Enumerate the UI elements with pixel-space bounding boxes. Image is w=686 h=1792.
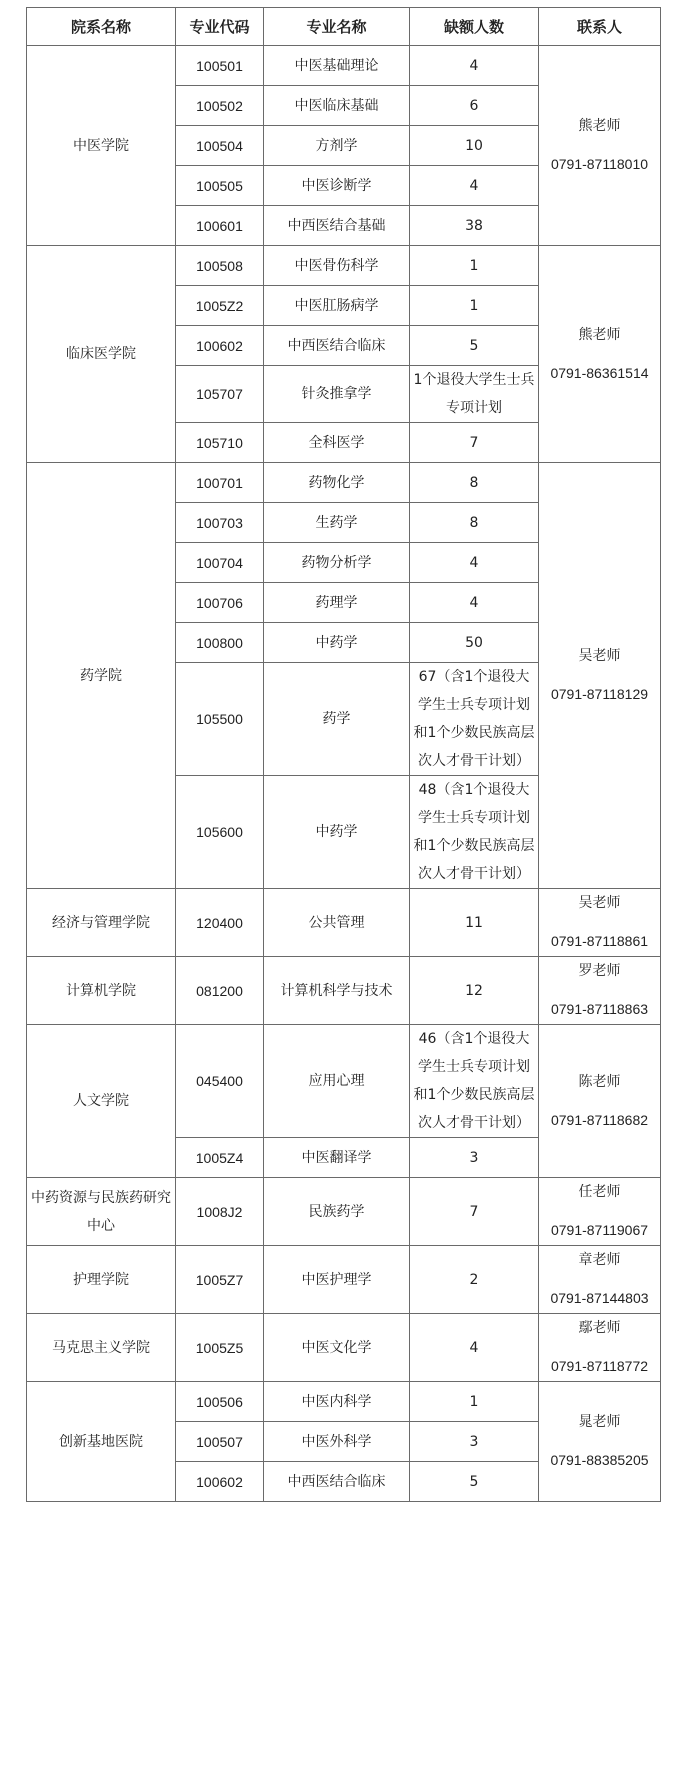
table-row — [27, 1382, 661, 1422]
major-cell: 中西医结合临床 — [264, 326, 410, 366]
header-major: 专业名称 — [264, 8, 410, 46]
contact-cell — [539, 1178, 661, 1246]
contact-name: 晁老师 — [578, 1414, 621, 1430]
count-cell: 67（含1个退役大学生士兵专项计划和1个少数民族高层次人才骨干计划） — [410, 663, 539, 776]
count-cell: 1 — [410, 1382, 539, 1422]
table-body — [27, 46, 661, 1502]
code-cell: 100502 — [176, 86, 264, 126]
count-cell: 5 — [410, 326, 539, 366]
count-cell: 4 — [410, 46, 539, 86]
dept-cell: 临床医学院 — [27, 246, 176, 463]
header-dept: 院系名称 — [27, 8, 176, 46]
count-cell: 7 — [410, 1178, 539, 1246]
major-cell: 中医内科学 — [264, 1382, 410, 1422]
table-row — [27, 1314, 661, 1382]
contact-cell — [539, 463, 661, 889]
count-cell: 12 — [410, 957, 539, 1025]
contact-phone: 0791-87119067 — [550, 1222, 649, 1238]
code-cell: 1005Z5 — [176, 1314, 264, 1382]
count-cell: 7 — [410, 423, 539, 463]
dept-cell: 护理学院 — [27, 1246, 176, 1314]
major-cell: 方剂学 — [264, 126, 410, 166]
contact-phone: 0791-87118772 — [550, 1358, 649, 1374]
contact-name: 任老师 — [578, 1184, 621, 1200]
contact-cell — [539, 1025, 661, 1178]
count-cell: 50 — [410, 623, 539, 663]
major-cell: 公共管理 — [264, 889, 410, 957]
code-cell: 081200 — [176, 957, 264, 1025]
code-cell: 100602 — [176, 1462, 264, 1502]
major-cell: 药物分析学 — [264, 543, 410, 583]
vacancy-table — [26, 7, 661, 1502]
major-cell: 药物化学 — [264, 463, 410, 503]
count-cell: 46（含1个退役大学生士兵专项计划和1个少数民族高层次人才骨干计划） — [410, 1025, 539, 1138]
major-cell: 中医翻译学 — [264, 1138, 410, 1178]
code-cell: 105710 — [176, 423, 264, 463]
count-cell: 4 — [410, 543, 539, 583]
major-cell: 中医护理学 — [264, 1246, 410, 1314]
major-cell: 针灸推拿学 — [264, 366, 410, 423]
header-contact: 联系人 — [539, 8, 661, 46]
major-cell: 中医骨伤科学 — [264, 246, 410, 286]
count-cell: 2 — [410, 1246, 539, 1314]
contact-phone: 0791-86361514 — [550, 364, 649, 381]
code-cell: 045400 — [176, 1025, 264, 1138]
contact-cell — [539, 1314, 661, 1382]
table-row — [27, 889, 661, 957]
count-cell: 3 — [410, 1138, 539, 1178]
count-cell: 38 — [410, 206, 539, 246]
contact-name: 熊老师 — [578, 118, 621, 134]
count-cell: 8 — [410, 503, 539, 543]
code-cell: 100505 — [176, 166, 264, 206]
count-cell: 4 — [410, 1314, 539, 1382]
table-row — [27, 1246, 661, 1314]
header-count: 缺额人数 — [410, 8, 539, 46]
count-cell: 10 — [410, 126, 539, 166]
major-cell: 应用心理 — [264, 1025, 410, 1138]
contact-name: 吴老师 — [578, 895, 621, 911]
code-cell: 105707 — [176, 366, 264, 423]
contact-cell — [539, 46, 661, 246]
major-cell: 药学 — [264, 663, 410, 776]
contact-phone: 0791-87118129 — [550, 686, 649, 702]
code-cell: 1005Z2 — [176, 286, 264, 326]
contact-cell — [539, 1246, 661, 1314]
contact-cell — [539, 957, 661, 1025]
code-cell: 100601 — [176, 206, 264, 246]
major-cell: 药理学 — [264, 583, 410, 623]
major-cell: 中药学 — [264, 623, 410, 663]
count-cell: 1个退役大学生士兵专项计划 — [410, 366, 539, 423]
count-cell: 1 — [410, 286, 539, 326]
major-cell: 中医基础理论 — [264, 46, 410, 86]
contact-name: 吴老师 — [578, 648, 621, 664]
contact-cell — [539, 246, 661, 463]
major-cell: 中西医结合基础 — [264, 206, 410, 246]
table-row — [27, 246, 661, 286]
major-cell: 中医诊断学 — [264, 166, 410, 206]
contact-phone: 0791-87118010 — [550, 156, 649, 172]
table-row — [27, 46, 661, 86]
code-cell: 100506 — [176, 1382, 264, 1422]
count-cell: 4 — [410, 166, 539, 206]
code-cell: 1008J2 — [176, 1178, 264, 1246]
code-cell: 100508 — [176, 246, 264, 286]
code-cell: 100504 — [176, 126, 264, 166]
code-cell: 100501 — [176, 46, 264, 86]
contact-name: 陈老师 — [578, 1073, 621, 1090]
contact-phone: 0791-88385205 — [550, 1452, 649, 1468]
major-cell: 生药学 — [264, 503, 410, 543]
contact-cell — [539, 889, 661, 957]
contact-name: 章老师 — [578, 1252, 621, 1268]
dept-cell: 马克思主义学院 — [27, 1314, 176, 1382]
dept-cell: 创新基地医院 — [27, 1382, 176, 1502]
count-cell: 3 — [410, 1422, 539, 1462]
dept-cell: 中医学院 — [27, 46, 176, 246]
header-code: 专业代码 — [176, 8, 264, 46]
code-cell: 105600 — [176, 776, 264, 889]
dept-cell: 经济与管理学院 — [27, 889, 176, 957]
code-cell: 120400 — [176, 889, 264, 957]
dept-cell: 药学院 — [27, 463, 176, 889]
count-cell: 8 — [410, 463, 539, 503]
dept-cell: 人文学院 — [27, 1025, 176, 1178]
contact-name: 熊老师 — [578, 326, 621, 343]
contact-phone: 0791-87118863 — [550, 1001, 649, 1017]
code-cell: 105500 — [176, 663, 264, 776]
code-cell: 100507 — [176, 1422, 264, 1462]
dept-cell: 中药资源与民族药研究中心 — [27, 1178, 176, 1246]
code-cell: 100800 — [176, 623, 264, 663]
code-cell: 1005Z7 — [176, 1246, 264, 1314]
code-cell: 100703 — [176, 503, 264, 543]
count-cell: 48（含1个退役大学生士兵专项计划和1个少数民族高层次人才骨干计划） — [410, 776, 539, 889]
table-row — [27, 957, 661, 1025]
count-cell: 6 — [410, 86, 539, 126]
code-cell: 1005Z4 — [176, 1138, 264, 1178]
major-cell: 中医临床基础 — [264, 86, 410, 126]
major-cell: 中医文化学 — [264, 1314, 410, 1382]
major-cell: 中药学 — [264, 776, 410, 889]
major-cell: 中医肛肠病学 — [264, 286, 410, 326]
dept-cell: 计算机学院 — [27, 957, 176, 1025]
count-cell: 11 — [410, 889, 539, 957]
major-cell: 全科医学 — [264, 423, 410, 463]
code-cell: 100704 — [176, 543, 264, 583]
count-cell: 4 — [410, 583, 539, 623]
contact-phone: 0791-87118682 — [550, 1111, 649, 1128]
count-cell: 5 — [410, 1462, 539, 1502]
contact-phone: 0791-87118861 — [550, 933, 649, 949]
contact-phone: 0791-87144803 — [550, 1290, 649, 1306]
code-cell: 100701 — [176, 463, 264, 503]
contact-name: 罗老师 — [578, 963, 621, 979]
code-cell: 100706 — [176, 583, 264, 623]
major-cell: 中西医结合临床 — [264, 1462, 410, 1502]
table-row — [27, 1178, 661, 1246]
contact-cell — [539, 1382, 661, 1502]
major-cell: 计算机科学与技术 — [264, 957, 410, 1025]
major-cell: 中医外科学 — [264, 1422, 410, 1462]
major-cell: 民族药学 — [264, 1178, 410, 1246]
table-row — [27, 463, 661, 503]
count-cell: 1 — [410, 246, 539, 286]
contact-name: 鄢老师 — [578, 1320, 621, 1336]
code-cell: 100602 — [176, 326, 264, 366]
header-row — [27, 8, 661, 46]
table-row — [27, 1025, 661, 1138]
